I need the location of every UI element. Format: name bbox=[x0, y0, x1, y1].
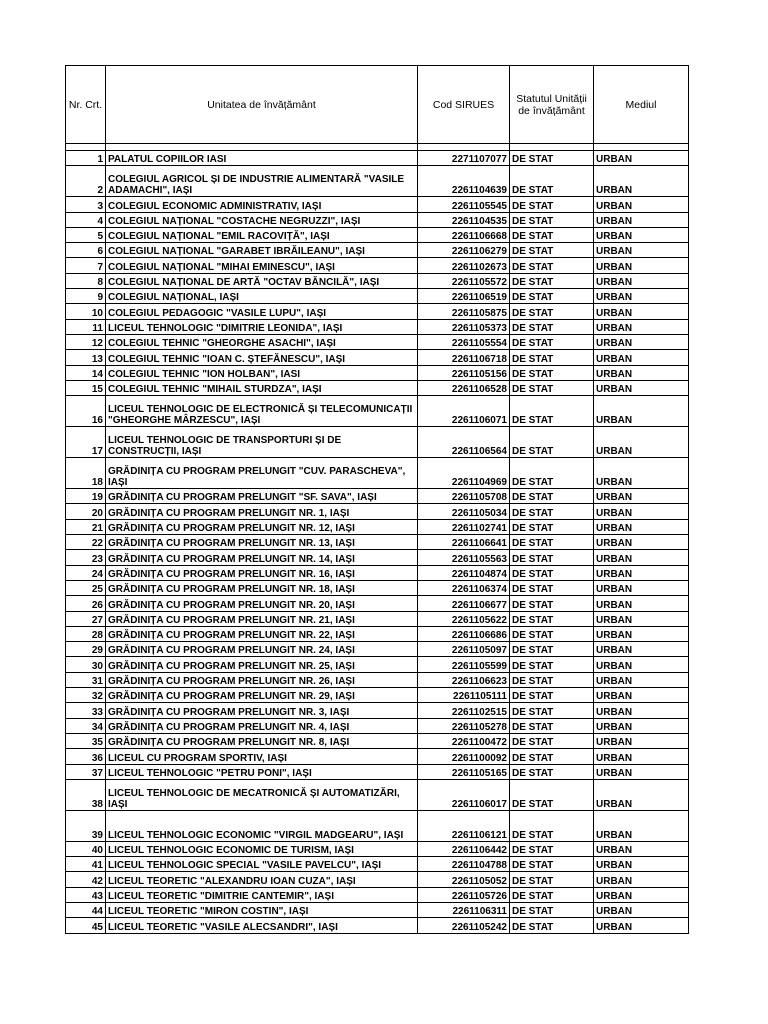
table-row bbox=[66, 733, 689, 748]
row-unit-name: GRĂDINIȚA CU PROGRAM PRELUNGIT NR. 3, IAȘI bbox=[106, 703, 418, 718]
row-status: DE STAT bbox=[510, 227, 594, 242]
row-unit-name: PALATUL COPIILOR IASI bbox=[106, 151, 418, 166]
row-unit-name: LICEUL TEHNOLOGIC DE ELECTRONICĂ ȘI TELECOMUNICAȚII "GHEORGHE MÂRZESCU", IAȘI bbox=[106, 396, 418, 427]
row-number: 30 bbox=[66, 657, 106, 672]
row-status: DE STAT bbox=[510, 642, 594, 657]
row-status: DE STAT bbox=[510, 841, 594, 856]
row-unit-name: COLEGIUL PEDAGOGIC "VASILE LUPU", IAȘI bbox=[106, 304, 418, 319]
row-unit-name: LICEUL TEHNOLOGIC ECONOMIC DE TURISM, IAȘI bbox=[106, 841, 418, 856]
row-unit-name: GRĂDINIȚA CU PROGRAM PRELUNGIT NR. 1, IAȘI bbox=[106, 504, 418, 519]
row-status: DE STAT bbox=[510, 243, 594, 258]
row-number: 1 bbox=[66, 151, 106, 166]
row-unit-name: GRĂDINIȚA CU PROGRAM PRELUNGIT NR. 18, IAȘI bbox=[106, 580, 418, 595]
row-mediu: URBAN bbox=[594, 212, 689, 227]
row-unit-name: GRĂDINIȚA CU PROGRAM PRELUNGIT NR. 12, IAȘI bbox=[106, 519, 418, 534]
row-cod-sirues: 2261105156 bbox=[418, 365, 510, 380]
table-row bbox=[66, 166, 689, 197]
row-number: 15 bbox=[66, 380, 106, 395]
table-row bbox=[66, 365, 689, 380]
row-status: DE STAT bbox=[510, 258, 594, 273]
table-row bbox=[66, 197, 689, 212]
row-mediu: URBAN bbox=[594, 334, 689, 349]
row-cod-sirues: 2261106528 bbox=[418, 380, 510, 395]
row-cod-sirues: 2261104874 bbox=[418, 565, 510, 580]
row-mediu: URBAN bbox=[594, 841, 689, 856]
table-row bbox=[66, 396, 689, 427]
row-status: DE STAT bbox=[510, 688, 594, 703]
row-mediu: URBAN bbox=[594, 565, 689, 580]
table-row bbox=[66, 212, 689, 227]
row-unit-name: LICEUL TEHNOLOGIC SPECIAL "VASILE PAVELCU", IAȘI bbox=[106, 857, 418, 872]
row-mediu: URBAN bbox=[594, 779, 689, 810]
spacer-row bbox=[66, 144, 689, 151]
table-row bbox=[66, 519, 689, 534]
table-row bbox=[66, 718, 689, 733]
row-mediu: URBAN bbox=[594, 365, 689, 380]
table-row bbox=[66, 764, 689, 779]
row-status: DE STAT bbox=[510, 611, 594, 626]
row-cod-sirues: 2261102673 bbox=[418, 258, 510, 273]
row-number: 44 bbox=[66, 902, 106, 917]
row-status: DE STAT bbox=[510, 872, 594, 887]
row-status: DE STAT bbox=[510, 718, 594, 733]
row-cod-sirues: 2261106564 bbox=[418, 427, 510, 458]
row-number: 22 bbox=[66, 535, 106, 550]
row-mediu: URBAN bbox=[594, 458, 689, 489]
header-row bbox=[66, 66, 689, 144]
row-mediu: URBAN bbox=[594, 626, 689, 641]
table-row bbox=[66, 642, 689, 657]
row-mediu: URBAN bbox=[594, 764, 689, 779]
row-mediu: URBAN bbox=[594, 519, 689, 534]
row-mediu: URBAN bbox=[594, 151, 689, 166]
row-unit-name: COLEGIUL NAȚIONAL "GARABET IBRĂILEANU", IAȘI bbox=[106, 243, 418, 258]
row-cod-sirues: 2261106374 bbox=[418, 580, 510, 595]
row-unit-name: GRĂDINIȚA CU PROGRAM PRELUNGIT NR. 25, IAȘI bbox=[106, 657, 418, 672]
row-number: 12 bbox=[66, 334, 106, 349]
row-number: 34 bbox=[66, 718, 106, 733]
row-number: 32 bbox=[66, 688, 106, 703]
row-status: DE STAT bbox=[510, 887, 594, 902]
row-cod-sirues: 2261102741 bbox=[418, 519, 510, 534]
row-number: 40 bbox=[66, 841, 106, 856]
row-number: 41 bbox=[66, 857, 106, 872]
row-status: DE STAT bbox=[510, 350, 594, 365]
row-mediu: URBAN bbox=[594, 810, 689, 841]
row-mediu: URBAN bbox=[594, 887, 689, 902]
row-unit-name: LICEUL TEHNOLOGIC "PETRU PONI", IAȘI bbox=[106, 764, 418, 779]
row-cod-sirues: 2271107077 bbox=[418, 151, 510, 166]
row-mediu: URBAN bbox=[594, 580, 689, 595]
row-unit-name: COLEGIUL AGRICOL ȘI DE INDUSTRIE ALIMENTARĂ "VASILE ADAMACHI", IAȘI bbox=[106, 166, 418, 197]
row-unit-name: GRĂDINIȚA CU PROGRAM PRELUNGIT NR. 24, IAȘI bbox=[106, 642, 418, 657]
row-unit-name: COLEGIUL TEHNIC "ION HOLBAN", IASI bbox=[106, 365, 418, 380]
row-cod-sirues: 2261104788 bbox=[418, 857, 510, 872]
table-row bbox=[66, 672, 689, 687]
row-status: DE STAT bbox=[510, 918, 594, 933]
row-number: 39 bbox=[66, 810, 106, 841]
row-number: 3 bbox=[66, 197, 106, 212]
table-row bbox=[66, 243, 689, 258]
table-header bbox=[66, 66, 689, 144]
row-number: 17 bbox=[66, 427, 106, 458]
table-row bbox=[66, 902, 689, 917]
row-unit-name: COLEGIUL TEHNIC "GHEORGHE ASACHI", IAȘI bbox=[106, 334, 418, 349]
row-unit-name: GRĂDINIȚA CU PROGRAM PRELUNGIT NR. 20, IAȘI bbox=[106, 596, 418, 611]
row-unit-name: LICEUL TEORETIC "MIRON COSTIN", IAȘI bbox=[106, 902, 418, 917]
row-unit-name: LICEUL TEHNOLOGIC ECONOMIC "VIRGIL MADGEARU", IAȘI bbox=[106, 810, 418, 841]
row-number: 20 bbox=[66, 504, 106, 519]
row-status: DE STAT bbox=[510, 779, 594, 810]
table-row bbox=[66, 427, 689, 458]
row-number: 21 bbox=[66, 519, 106, 534]
row-status: DE STAT bbox=[510, 535, 594, 550]
row-mediu: URBAN bbox=[594, 703, 689, 718]
table-row bbox=[66, 918, 689, 933]
row-number: 6 bbox=[66, 243, 106, 258]
table-row bbox=[66, 857, 689, 872]
row-status: DE STAT bbox=[510, 764, 594, 779]
row-unit-name: LICEUL TEORETIC "VASILE ALECSANDRI", IAȘI bbox=[106, 918, 418, 933]
table-row bbox=[66, 550, 689, 565]
header-nr: Nr. Crt. bbox=[66, 66, 106, 144]
row-mediu: URBAN bbox=[594, 642, 689, 657]
table-row bbox=[66, 227, 689, 242]
row-status: DE STAT bbox=[510, 703, 594, 718]
row-mediu: URBAN bbox=[594, 166, 689, 197]
row-mediu: URBAN bbox=[594, 733, 689, 748]
row-cod-sirues: 2261105572 bbox=[418, 273, 510, 288]
row-status: DE STAT bbox=[510, 273, 594, 288]
table-row bbox=[66, 380, 689, 395]
table-row bbox=[66, 580, 689, 595]
row-cod-sirues: 2261105373 bbox=[418, 319, 510, 334]
table-row bbox=[66, 289, 689, 304]
row-cod-sirues: 2261106686 bbox=[418, 626, 510, 641]
row-cod-sirues: 2261106121 bbox=[418, 810, 510, 841]
row-mediu: URBAN bbox=[594, 688, 689, 703]
row-number: 35 bbox=[66, 733, 106, 748]
row-mediu: URBAN bbox=[594, 902, 689, 917]
row-number: 26 bbox=[66, 596, 106, 611]
row-number: 4 bbox=[66, 212, 106, 227]
row-number: 43 bbox=[66, 887, 106, 902]
row-cod-sirues: 2261105034 bbox=[418, 504, 510, 519]
row-mediu: URBAN bbox=[594, 504, 689, 519]
row-mediu: URBAN bbox=[594, 380, 689, 395]
row-number: 10 bbox=[66, 304, 106, 319]
row-unit-name: COLEGIUL NAȚIONAL "COSTACHE NEGRUZZI", IAȘI bbox=[106, 212, 418, 227]
table-row bbox=[66, 703, 689, 718]
table-row bbox=[66, 887, 689, 902]
table-row bbox=[66, 688, 689, 703]
row-unit-name: COLEGIUL ECONOMIC ADMINISTRATIV, IAȘI bbox=[106, 197, 418, 212]
table-row bbox=[66, 841, 689, 856]
row-cod-sirues: 2261105875 bbox=[418, 304, 510, 319]
row-number: 7 bbox=[66, 258, 106, 273]
table-row bbox=[66, 489, 689, 504]
row-cod-sirues: 2261105278 bbox=[418, 718, 510, 733]
row-status: DE STAT bbox=[510, 626, 594, 641]
row-mediu: URBAN bbox=[594, 258, 689, 273]
row-status: DE STAT bbox=[510, 319, 594, 334]
table-row bbox=[66, 810, 689, 841]
row-cod-sirues: 2261106311 bbox=[418, 902, 510, 917]
schools-table bbox=[65, 65, 689, 934]
row-mediu: URBAN bbox=[594, 243, 689, 258]
row-number: 27 bbox=[66, 611, 106, 626]
row-cod-sirues: 2261106623 bbox=[418, 672, 510, 687]
row-number: 37 bbox=[66, 764, 106, 779]
row-unit-name: LICEUL TEHNOLOGIC DE MECATRONICĂ ȘI AUTOMATIZĂRI, IAȘI bbox=[106, 779, 418, 810]
row-unit-name: LICEUL TEHNOLOGIC DE TRANSPORTURI ȘI DE CONSTRUCȚII, IAȘI bbox=[106, 427, 418, 458]
row-cod-sirues: 2261106677 bbox=[418, 596, 510, 611]
row-status: DE STAT bbox=[510, 565, 594, 580]
row-cod-sirues: 2261106519 bbox=[418, 289, 510, 304]
row-cod-sirues: 2261105242 bbox=[418, 918, 510, 933]
row-mediu: URBAN bbox=[594, 611, 689, 626]
row-cod-sirues: 2261105708 bbox=[418, 489, 510, 504]
table-row bbox=[66, 749, 689, 764]
row-mediu: URBAN bbox=[594, 273, 689, 288]
row-number: 31 bbox=[66, 672, 106, 687]
row-unit-name: GRĂDINIȚA CU PROGRAM PRELUNGIT NR. 8, IAȘI bbox=[106, 733, 418, 748]
row-unit-name: GRĂDINIȚA CU PROGRAM PRELUNGIT "SF. SAVA", IAȘI bbox=[106, 489, 418, 504]
table-body bbox=[66, 144, 689, 934]
row-number: 8 bbox=[66, 273, 106, 288]
row-status: DE STAT bbox=[510, 902, 594, 917]
row-mediu: URBAN bbox=[594, 319, 689, 334]
row-number: 45 bbox=[66, 918, 106, 933]
row-mediu: URBAN bbox=[594, 396, 689, 427]
header-cod: Cod SIRUES bbox=[418, 66, 510, 144]
row-status: DE STAT bbox=[510, 596, 594, 611]
table-row bbox=[66, 151, 689, 166]
row-cod-sirues: 2261105622 bbox=[418, 611, 510, 626]
row-unit-name: GRĂDINIȚA CU PROGRAM PRELUNGIT NR. 13, IAȘI bbox=[106, 535, 418, 550]
row-number: 36 bbox=[66, 749, 106, 764]
row-mediu: URBAN bbox=[594, 227, 689, 242]
row-mediu: URBAN bbox=[594, 550, 689, 565]
row-mediu: URBAN bbox=[594, 350, 689, 365]
row-cod-sirues: 2261105545 bbox=[418, 197, 510, 212]
row-mediu: URBAN bbox=[594, 596, 689, 611]
row-unit-name: GRĂDINIȚA CU PROGRAM PRELUNGIT NR. 4, IAȘI bbox=[106, 718, 418, 733]
row-cod-sirues: 2261105563 bbox=[418, 550, 510, 565]
table-row bbox=[66, 872, 689, 887]
table-row bbox=[66, 304, 689, 319]
row-status: DE STAT bbox=[510, 212, 594, 227]
row-cod-sirues: 2261105599 bbox=[418, 657, 510, 672]
row-unit-name: COLEGIUL NAȚIONAL, IAȘI bbox=[106, 289, 418, 304]
row-cod-sirues: 2261106017 bbox=[418, 779, 510, 810]
row-number: 33 bbox=[66, 703, 106, 718]
row-number: 5 bbox=[66, 227, 106, 242]
row-status: DE STAT bbox=[510, 810, 594, 841]
row-number: 9 bbox=[66, 289, 106, 304]
table-row bbox=[66, 611, 689, 626]
row-number: 28 bbox=[66, 626, 106, 641]
row-number: 38 bbox=[66, 779, 106, 810]
row-cod-sirues: 2261106641 bbox=[418, 535, 510, 550]
row-mediu: URBAN bbox=[594, 857, 689, 872]
row-unit-name: GRĂDINIȚA CU PROGRAM PRELUNGIT NR. 26, IAȘI bbox=[106, 672, 418, 687]
row-cod-sirues: 2261105052 bbox=[418, 872, 510, 887]
row-number: 25 bbox=[66, 580, 106, 595]
row-status: DE STAT bbox=[510, 749, 594, 764]
row-mediu: URBAN bbox=[594, 304, 689, 319]
row-unit-name: COLEGIUL TEHNIC "IOAN C. ȘTEFĂNESCU", IAȘI bbox=[106, 350, 418, 365]
table-row bbox=[66, 626, 689, 641]
row-status: DE STAT bbox=[510, 334, 594, 349]
row-mediu: URBAN bbox=[594, 918, 689, 933]
row-unit-name: GRĂDINIȚA CU PROGRAM PRELUNGIT NR. 22, IAȘI bbox=[106, 626, 418, 641]
row-status: DE STAT bbox=[510, 289, 594, 304]
row-unit-name: LICEUL TEHNOLOGIC "DIMITRIE LEONIDA", IAȘI bbox=[106, 319, 418, 334]
row-number: 24 bbox=[66, 565, 106, 580]
row-unit-name: COLEGIUL NAȚIONAL "MIHAI EMINESCU", IAȘI bbox=[106, 258, 418, 273]
row-status: DE STAT bbox=[510, 489, 594, 504]
row-unit-name: COLEGIUL NAȚIONAL DE ARTĂ "OCTAV BĂNCILĂ", IAȘI bbox=[106, 273, 418, 288]
row-status: DE STAT bbox=[510, 504, 594, 519]
header-status: Statutul Unității de învățământ bbox=[510, 66, 594, 144]
row-cod-sirues: 2261105726 bbox=[418, 887, 510, 902]
row-mediu: URBAN bbox=[594, 718, 689, 733]
row-status: DE STAT bbox=[510, 672, 594, 687]
table-row bbox=[66, 350, 689, 365]
row-unit-name: LICEUL TEORETIC "ALEXANDRU IOAN CUZA", IAȘI bbox=[106, 872, 418, 887]
row-unit-name: LICEUL CU PROGRAM SPORTIV, IAȘI bbox=[106, 749, 418, 764]
row-cod-sirues: 2261106279 bbox=[418, 243, 510, 258]
header-mediu: Mediul bbox=[594, 66, 689, 144]
row-cod-sirues: 2261104969 bbox=[418, 458, 510, 489]
row-unit-name: GRĂDINIȚA CU PROGRAM PRELUNGIT NR. 21, IAȘI bbox=[106, 611, 418, 626]
row-unit-name: GRĂDINIȚA CU PROGRAM PRELUNGIT NR. 16, IAȘI bbox=[106, 565, 418, 580]
table-row bbox=[66, 258, 689, 273]
row-number: 11 bbox=[66, 319, 106, 334]
row-number: 13 bbox=[66, 350, 106, 365]
row-cod-sirues: 2261106718 bbox=[418, 350, 510, 365]
row-cod-sirues: 2261105165 bbox=[418, 764, 510, 779]
row-cod-sirues: 2261106071 bbox=[418, 396, 510, 427]
header-unit: Unitatea de învățământ bbox=[106, 66, 418, 144]
row-mediu: URBAN bbox=[594, 672, 689, 687]
table-row bbox=[66, 535, 689, 550]
row-mediu: URBAN bbox=[594, 749, 689, 764]
row-mediu: URBAN bbox=[594, 489, 689, 504]
table-row bbox=[66, 458, 689, 489]
row-cod-sirues: 2261100472 bbox=[418, 733, 510, 748]
row-status: DE STAT bbox=[510, 197, 594, 212]
table-row bbox=[66, 319, 689, 334]
row-status: DE STAT bbox=[510, 550, 594, 565]
row-mediu: URBAN bbox=[594, 197, 689, 212]
row-cod-sirues: 2261104535 bbox=[418, 212, 510, 227]
row-number: 16 bbox=[66, 396, 106, 427]
row-cod-sirues: 2261106668 bbox=[418, 227, 510, 242]
table-row bbox=[66, 334, 689, 349]
table-row bbox=[66, 504, 689, 519]
row-unit-name: GRĂDINIȚA CU PROGRAM PRELUNGIT NR. 14, IAȘI bbox=[106, 550, 418, 565]
table-row bbox=[66, 273, 689, 288]
table-row bbox=[66, 565, 689, 580]
row-status: DE STAT bbox=[510, 657, 594, 672]
row-number: 18 bbox=[66, 458, 106, 489]
row-number: 2 bbox=[66, 166, 106, 197]
row-mediu: URBAN bbox=[594, 289, 689, 304]
row-status: DE STAT bbox=[510, 151, 594, 166]
row-status: DE STAT bbox=[510, 857, 594, 872]
row-number: 42 bbox=[66, 872, 106, 887]
row-status: DE STAT bbox=[510, 733, 594, 748]
row-unit-name: LICEUL TEORETIC "DIMITRIE CANTEMIR", IAȘI bbox=[106, 887, 418, 902]
row-mediu: URBAN bbox=[594, 657, 689, 672]
row-unit-name: COLEGIUL TEHNIC "MIHAIL STURDZA", IAȘI bbox=[106, 380, 418, 395]
row-status: DE STAT bbox=[510, 580, 594, 595]
row-cod-sirues: 2261104639 bbox=[418, 166, 510, 197]
table-row bbox=[66, 596, 689, 611]
row-status: DE STAT bbox=[510, 427, 594, 458]
row-cod-sirues: 2261105111 bbox=[418, 688, 510, 703]
row-number: 19 bbox=[66, 489, 106, 504]
row-unit-name: GRĂDINIȚA CU PROGRAM PRELUNGIT NR. 29, IAȘI bbox=[106, 688, 418, 703]
row-status: DE STAT bbox=[510, 519, 594, 534]
row-mediu: URBAN bbox=[594, 872, 689, 887]
row-cod-sirues: 2261100092 bbox=[418, 749, 510, 764]
row-number: 14 bbox=[66, 365, 106, 380]
row-status: DE STAT bbox=[510, 304, 594, 319]
row-unit-name: COLEGIUL NAȚIONAL "EMIL RACOVIȚĂ", IAȘI bbox=[106, 227, 418, 242]
row-status: DE STAT bbox=[510, 458, 594, 489]
row-mediu: URBAN bbox=[594, 427, 689, 458]
row-number: 23 bbox=[66, 550, 106, 565]
row-number: 29 bbox=[66, 642, 106, 657]
row-status: DE STAT bbox=[510, 166, 594, 197]
row-cod-sirues: 2261106442 bbox=[418, 841, 510, 856]
row-status: DE STAT bbox=[510, 365, 594, 380]
table-row bbox=[66, 779, 689, 810]
row-mediu: URBAN bbox=[594, 535, 689, 550]
row-cod-sirues: 2261105097 bbox=[418, 642, 510, 657]
row-unit-name: GRĂDINIȚA CU PROGRAM PRELUNGIT "CUV. PARASCHEVA", IAȘI bbox=[106, 458, 418, 489]
row-cod-sirues: 2261105554 bbox=[418, 334, 510, 349]
table-row bbox=[66, 657, 689, 672]
row-status: DE STAT bbox=[510, 380, 594, 395]
row-status: DE STAT bbox=[510, 396, 594, 427]
row-cod-sirues: 2261102515 bbox=[418, 703, 510, 718]
